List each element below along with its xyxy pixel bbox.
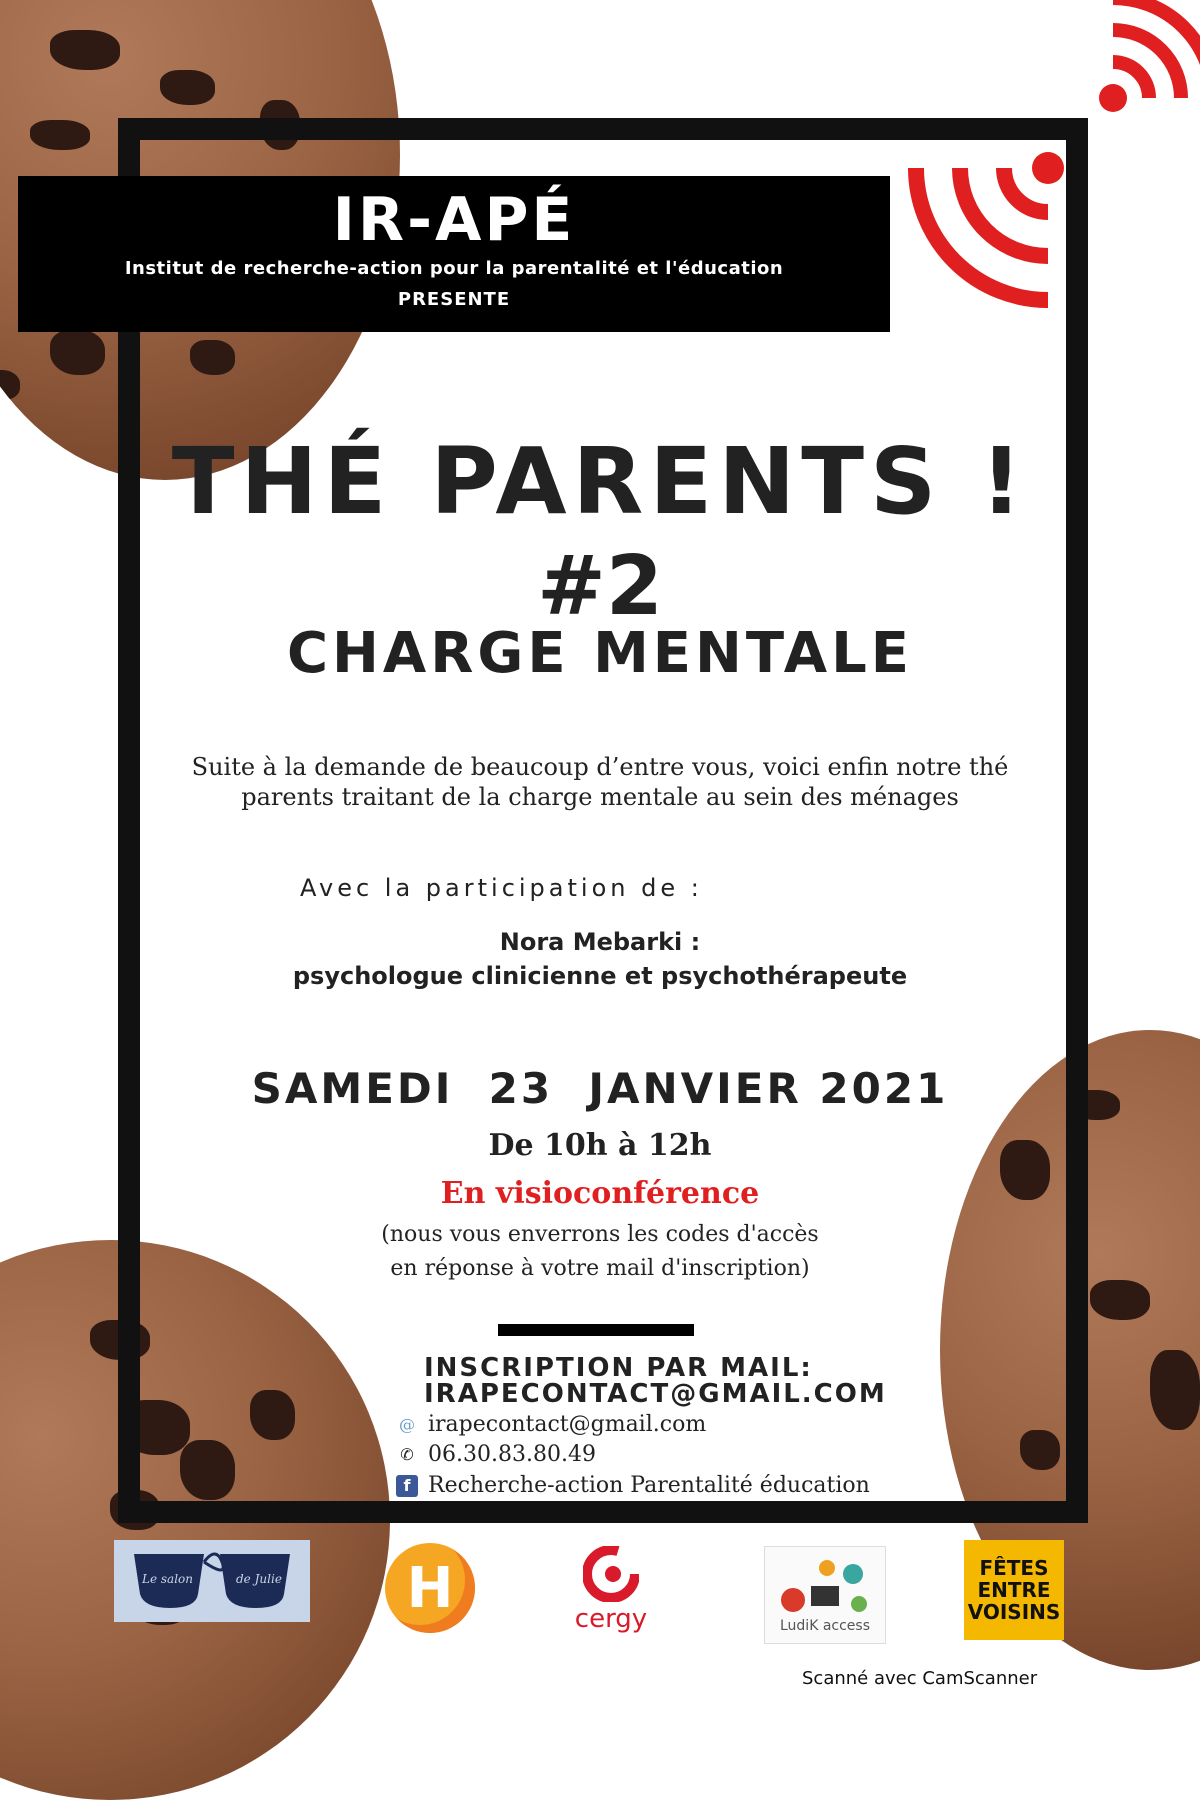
contact-facebook[interactable]: Recherche-action Parentalité éducation: [428, 1473, 870, 1498]
brand-name: IR-APÉ: [332, 185, 576, 255]
event-title: THÉ PARENTS !: [171, 428, 1029, 535]
fetes-line-2: ENTRE: [977, 1578, 1051, 1602]
ludik-access-logo: [764, 1546, 886, 1644]
fetes-line-1: FÊTES: [979, 1556, 1049, 1580]
access-note-line-1: (nous vous enverrons les codes d'accès: [381, 1222, 819, 1247]
presents-label: PRESENTE: [397, 289, 511, 310]
facebook-icon: f: [396, 1475, 418, 1497]
participation-label: Avec la participation de :: [300, 874, 703, 902]
contact-phone-row[interactable]: [396, 1442, 596, 1467]
access-note-line-2: en réponse à votre mail d'inscription): [390, 1256, 810, 1281]
h-logo: [380, 1538, 480, 1638]
contact-email-row[interactable]: [396, 1412, 706, 1437]
cergy-swirl-icon: [583, 1546, 639, 1602]
intro-line-2: parents traitant de la charge mentale au sein des ménages: [241, 783, 959, 811]
institute-name: Institut de recherche-action pour la parentalité et l'éducation: [124, 258, 784, 279]
header-band: [18, 176, 890, 332]
contact-facebook-row[interactable]: [396, 1473, 870, 1498]
signal-waves-icon-frame: [898, 150, 1068, 320]
event-date: SAMEDI 23 JANVIER 2021: [251, 1064, 949, 1113]
intro-text: [150, 752, 1050, 812]
contact-phone[interactable]: 06.30.83.80.49: [428, 1442, 596, 1467]
h-logo-letter: H: [406, 1555, 454, 1621]
registration-email-heading[interactable]: IRAPECONTACT@GMAIL.COM: [424, 1379, 887, 1409]
fetes-entre-voisins-logo: [964, 1540, 1064, 1640]
phone-icon: ✆: [400, 1445, 414, 1464]
registration-line-1: INSCRIPTION PAR MAIL:: [424, 1353, 813, 1383]
event-theme: CHARGE MENTALE: [286, 621, 914, 686]
fetes-line-3: VOISINS: [967, 1600, 1061, 1624]
ludik-text: LudiK access: [779, 1618, 870, 1634]
speaker-name: Nora Mebarki :: [499, 928, 701, 956]
ludik-icons: [775, 1556, 875, 1618]
event-number: #2: [537, 539, 663, 634]
salon-left-text: Le salon: [142, 1572, 193, 1586]
event-mode: En visioconférence: [440, 1176, 760, 1211]
cergy-logo: [556, 1540, 666, 1640]
salon-de-julie-logo: [114, 1540, 310, 1622]
at-icon: @: [399, 1415, 415, 1434]
speaker-role: psychologue clinicienne et psychothérapeute: [292, 962, 908, 990]
cergy-text: cergy: [574, 1604, 648, 1634]
intro-line-1: Suite à la demande de beaucoup d’entre vous, voici enfin notre thé: [191, 753, 1009, 781]
event-time: De 10h à 12h: [488, 1128, 712, 1163]
salon-right-text: de Julie: [236, 1572, 282, 1586]
scanner-credit: Scanné avec CamScanner: [802, 1668, 1038, 1689]
divider: [498, 1324, 694, 1336]
contact-email[interactable]: irapecontact@gmail.com: [428, 1412, 707, 1437]
signal-waves-icon-top: [1095, 0, 1200, 120]
